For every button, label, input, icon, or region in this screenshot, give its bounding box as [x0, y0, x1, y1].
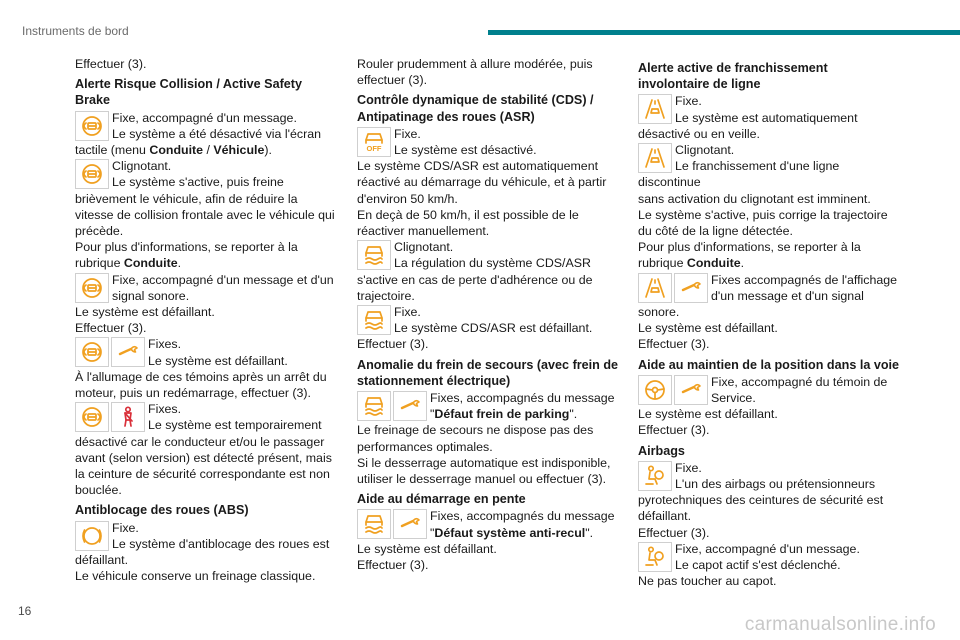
indicator-text: Service.	[711, 391, 756, 406]
indicator-text: Le système est automatiquement	[675, 110, 858, 125]
indicator-text: Le système d'antiblocage des roues est	[112, 536, 330, 551]
text-run: ".	[585, 525, 594, 540]
body-text: Le freinage de secours ne dispose pas des performances optimales.	[357, 423, 594, 454]
body-text: brièvement le véhicule, afin de réduire la vitesse de collision frontale avec le véhicule qui précède.	[75, 191, 335, 239]
off-label: OFF	[366, 143, 382, 153]
body-text: Si le desserrage automatique est indisponible, utiliser le desserrage manuel ou effectuer (3).	[357, 455, 611, 487]
indicator-text: signal sonore.	[112, 288, 190, 303]
indicator-entry	[638, 374, 902, 406]
indicator-text: Clignotant.	[675, 143, 735, 158]
indicator-icons	[638, 375, 708, 405]
page-number: 16	[18, 604, 32, 618]
section-heading: Aide au démarrage en pente	[357, 492, 526, 507]
lane-departure-icon	[638, 143, 672, 173]
text-run: /	[203, 143, 214, 158]
indicator-icons	[75, 337, 145, 367]
indicator-icons	[638, 461, 672, 491]
lane-departure-icon	[638, 94, 672, 124]
body-text: Effectuer (3).	[638, 423, 710, 438]
body-text: Le véhicule conserve un freinage classique.	[75, 569, 316, 584]
text-run: .	[740, 256, 745, 271]
indicator-entry	[638, 541, 902, 573]
indicator-entry	[357, 508, 619, 540]
service-wrench-icon	[674, 273, 708, 303]
bold-term: Conduite	[149, 143, 204, 158]
body-text: Le système s'active, puis corrige la trajectoire du côté de la ligne détectée.	[638, 207, 888, 239]
indicator-icons	[75, 111, 109, 141]
indicator-icons	[357, 509, 427, 539]
indicator-text: Fixes.	[148, 337, 182, 352]
section-heading: Anomalie du frein de secours (avec frein de stationnement électrique)	[357, 357, 619, 388]
indicator-entry	[357, 126, 619, 158]
service-wrench-icon	[674, 375, 708, 405]
indicator-icons	[357, 391, 427, 421]
section-heading: Airbags	[638, 443, 685, 458]
indicator-icons	[638, 273, 708, 303]
body-text: s'active en cas de perte d'adhérence ou de trajectoire.	[357, 272, 593, 303]
body-text	[75, 255, 337, 271]
collision-alert-icon	[75, 337, 109, 367]
indicator-text: Le capot actif s'est déclenché.	[675, 558, 841, 573]
indicator-text: Fixes, accompagnés du message	[430, 509, 615, 524]
indicator-entry	[357, 390, 619, 422]
column-right	[638, 56, 902, 590]
section-heading: Alerte active de franchissement involontaire de ligne	[638, 61, 828, 92]
section-heading: Alerte Risque Collision / Active Safety Brake	[75, 77, 302, 108]
body-text: À l'allumage de ces témoins après un arrêt du moteur, puis un redémarrage, effectuer (3).	[75, 369, 327, 401]
indicator-text: Fixe.	[394, 305, 421, 320]
indicator-entry	[638, 93, 902, 125]
collision-alert-icon	[75, 111, 109, 141]
body-text: Le système est défaillant.	[638, 407, 778, 422]
header-accent-bar	[488, 30, 960, 35]
body-text: Effectuer (3).	[357, 337, 429, 352]
indicator-text: Fixe.	[112, 520, 139, 535]
body-text: pyrotechniques des ceintures de sécurité est défaillant.	[638, 493, 884, 524]
section-title: Instruments de bord	[22, 24, 129, 38]
stability-control-icon	[357, 305, 391, 335]
body-text: Effectuer (3).	[638, 525, 710, 540]
indicator-text: L'un des airbags ou prétensionneurs	[675, 477, 876, 492]
indicator-entry	[357, 304, 619, 336]
body-text: sans activation du clignotant est imminent.	[638, 191, 871, 206]
collision-alert-icon	[75, 159, 109, 189]
indicator-text: Fixes, accompagnés du message	[430, 391, 615, 406]
text-run: rubrique	[75, 256, 124, 271]
indicator-entry	[638, 272, 902, 304]
indicator-text: Le système a été désactivé via l'écran	[112, 126, 321, 141]
indicator-text: d'un message et d'un signal	[711, 288, 864, 303]
text-run: tactile (menu	[75, 143, 150, 158]
body-text: Pour plus d'informations, se reporter à la	[75, 240, 298, 255]
indicator-icons	[357, 127, 391, 157]
body-text: désactivé car le conducteur et/ou le passager avant (selon version) est détecté présent, mais la ceinture de sécurité correspondante est non bouclée.	[75, 434, 332, 498]
indicator-entry	[75, 110, 337, 142]
indicator-text: Fixe, accompagné du témoin de	[711, 374, 888, 389]
body-text: Rouler prudemment à allure modérée, puis effectuer (3).	[357, 57, 593, 88]
watermark: carmanualsonline.info	[744, 614, 936, 635]
indicator-text: Clignotant.	[112, 159, 172, 174]
stability-control-icon	[357, 509, 391, 539]
indicator-text: Le système s'active, puis freine	[112, 175, 284, 190]
indicator-text: Fixe, accompagné d'un message et d'un	[112, 272, 334, 287]
bold-term: Véhicule	[213, 143, 265, 158]
collision-alert-icon	[75, 402, 109, 432]
indicator-text: Fixes.	[148, 402, 182, 417]
body-text: Effectuer (3).	[357, 558, 429, 573]
service-wrench-icon	[393, 391, 427, 421]
indicator-text: Fixes accompagnés de l'affichage	[711, 272, 898, 287]
indicator-icons	[638, 143, 672, 173]
column-middle	[357, 56, 619, 573]
indicator-entry	[638, 460, 902, 492]
section-heading: Aide au maintien de la position dans la voie	[638, 357, 900, 372]
body-text	[75, 142, 337, 158]
indicator-icons	[357, 305, 391, 335]
indicator-entry	[75, 158, 337, 190]
body-text: Effectuer (3).	[638, 337, 710, 352]
indicator-entry	[75, 520, 337, 552]
body-text	[638, 255, 902, 271]
body-text: Le système est défaillant.	[357, 541, 497, 556]
indicator-entry	[75, 401, 337, 433]
indicator-text: Le système est défaillant.	[148, 353, 288, 368]
body-text: Pour plus d'informations, se reporter à la	[638, 240, 861, 255]
abs-icon	[75, 521, 109, 551]
indicator-text: Le système est temporairement	[148, 418, 322, 433]
service-wrench-icon	[111, 337, 145, 367]
collision-alert-icon	[75, 273, 109, 303]
indicator-entry	[75, 272, 337, 304]
indicator-icons	[75, 273, 109, 303]
message-text: Défaut système anti-recul	[434, 525, 586, 540]
bold-term: Conduite	[686, 256, 741, 271]
text-run: "	[430, 525, 435, 540]
indicator-entry	[638, 142, 902, 191]
indicator-text: Le système CDS/ASR est défaillant.	[394, 321, 593, 336]
indicator-icons	[638, 94, 672, 124]
bold-term: Conduite	[123, 256, 178, 271]
indicator-entry	[75, 336, 337, 368]
indicator-text: Fixe.	[675, 94, 702, 109]
body-text: Effectuer (3).	[75, 321, 147, 336]
body-text: Le système est défaillant.	[638, 321, 778, 336]
message-text: Défaut frein de parking	[434, 407, 570, 422]
lane-keeping-steering-icon	[638, 375, 672, 405]
indicator-text: Le système est désactivé.	[394, 143, 537, 158]
indicator-icons	[638, 542, 672, 572]
indicator-text: Fixe, accompagné d'un message.	[112, 110, 297, 125]
stability-off-icon	[357, 127, 391, 157]
seatbelt-passenger-icon	[111, 402, 145, 432]
indicator-text: Le franchissement d'une ligne discontinue	[638, 159, 840, 190]
text-run: .	[177, 256, 182, 271]
indicator-text: Clignotant.	[394, 240, 454, 255]
section-heading: Antiblocage des roues (ABS)	[75, 503, 249, 518]
body-text: défaillant.	[75, 553, 129, 568]
indicator-icons	[75, 159, 109, 189]
body-text: Le système est défaillant.	[75, 305, 215, 320]
body-text: Effectuer (3).	[75, 57, 147, 71]
indicator-text: La régulation du système CDS/ASR	[394, 256, 591, 271]
stability-control-icon	[357, 391, 391, 421]
indicator-text: Fixe, accompagné d'un message.	[675, 541, 860, 556]
indicator-entry	[357, 239, 619, 271]
indicator-icons	[75, 402, 145, 432]
body-text: désactivé ou en veille.	[638, 126, 760, 141]
airbag-icon	[638, 542, 672, 572]
lane-departure-icon	[638, 273, 672, 303]
text-run: rubrique	[638, 256, 687, 271]
airbag-icon	[638, 461, 672, 491]
text-run: "	[430, 407, 435, 422]
indicator-icons	[75, 521, 109, 551]
service-wrench-icon	[393, 509, 427, 539]
stability-control-icon	[357, 240, 391, 270]
body-text: sonore.	[638, 305, 680, 320]
body-text: Le système CDS/ASR est automatiquement réactivé au démarrage du véhicule, et à partir d'environ 50 km/h.	[357, 159, 607, 206]
section-heading: Contrôle dynamique de stabilité (CDS) / Antipatinage des roues (ASR)	[357, 93, 594, 124]
indicator-icons	[357, 240, 391, 270]
column-left	[75, 56, 337, 585]
body-text: Ne pas toucher au capot.	[638, 574, 777, 589]
text-run: ).	[264, 143, 272, 158]
indicator-text: Fixe.	[394, 126, 421, 141]
body-text: En deçà de 50 km/h, il est possible de le réactiver manuellement.	[357, 207, 579, 239]
text-run: ".	[569, 407, 578, 422]
indicator-text: Fixe.	[675, 460, 702, 475]
